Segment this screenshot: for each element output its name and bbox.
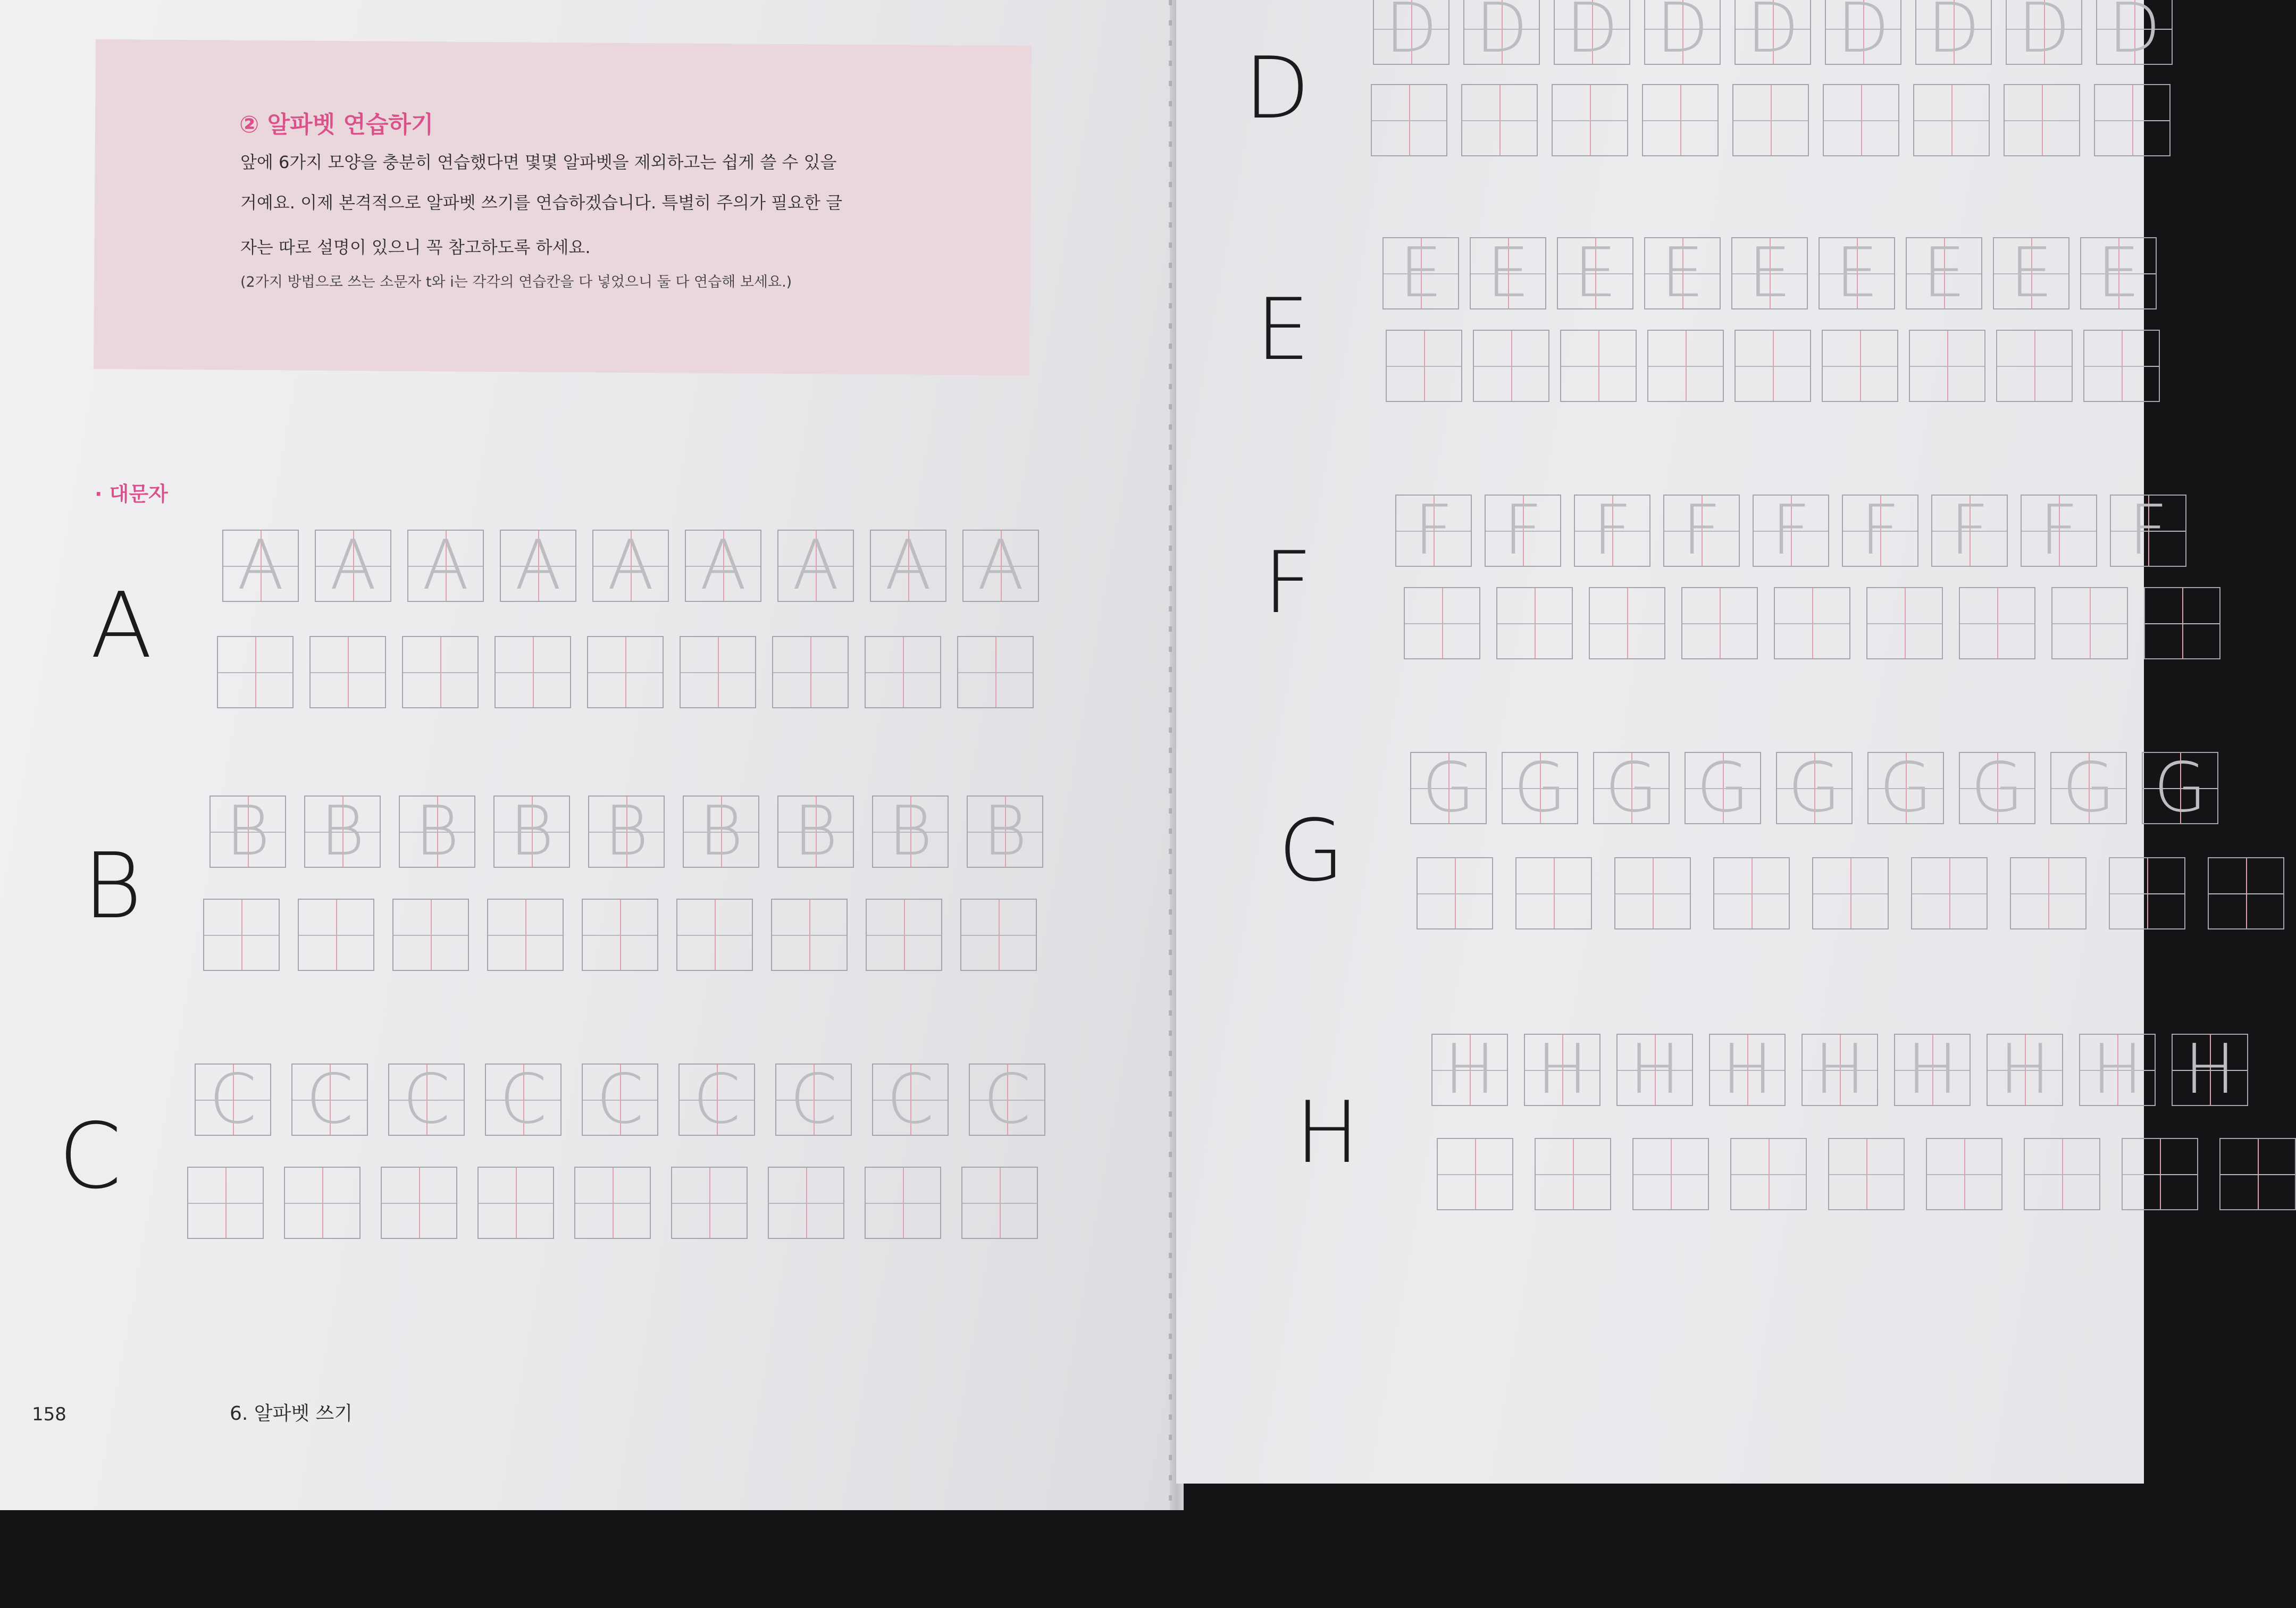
practice-cell xyxy=(309,636,386,708)
trace-cell xyxy=(1801,1030,1878,1109)
big-letter-a: A xyxy=(90,573,153,679)
practice-cell xyxy=(582,899,658,971)
trace-cell xyxy=(2142,748,2218,827)
practice-cell xyxy=(1589,587,1665,659)
practice-cell xyxy=(1647,330,1724,402)
practice-cell xyxy=(298,899,374,971)
trace-cell xyxy=(962,526,1039,605)
big-letter-b: B xyxy=(83,834,143,939)
trace-letter: B xyxy=(225,792,270,871)
practice-cell xyxy=(1461,84,1538,156)
big-letter-d: D xyxy=(1244,38,1310,138)
trace-letter: E xyxy=(2009,233,2053,313)
trace-letter: B xyxy=(699,792,743,871)
trace-letter: G xyxy=(1422,748,1475,827)
practice-cell xyxy=(574,1167,651,1239)
practice-cell xyxy=(487,899,564,971)
trace-letter: G xyxy=(1971,748,2024,827)
practice-cell xyxy=(477,1167,554,1239)
right-page xyxy=(1176,0,2236,1484)
practice-cell xyxy=(1713,857,1790,929)
trace-cell xyxy=(1709,1030,1786,1109)
practice-cell xyxy=(1371,84,1447,156)
trace-letter: H xyxy=(1906,1030,1958,1109)
trace-cell xyxy=(588,792,665,871)
practice-cell xyxy=(865,1167,941,1239)
trace-row-h xyxy=(1431,1030,2248,1109)
practice-cell xyxy=(2094,84,2171,156)
practice-cell xyxy=(2024,1138,2100,1210)
trace-letter: A xyxy=(792,526,839,605)
practice-cell xyxy=(1404,587,1480,659)
practice-cell xyxy=(960,899,1037,971)
practice-cell xyxy=(1734,330,1811,402)
trace-cell xyxy=(683,792,759,871)
trace-cell xyxy=(582,1060,658,1139)
practice-cell xyxy=(392,899,469,971)
trace-letter: A xyxy=(607,526,654,605)
trace-cell xyxy=(777,792,854,871)
trace-cell xyxy=(493,792,570,871)
trace-letter: C xyxy=(886,1060,934,1139)
big-letter-f: F xyxy=(1263,533,1313,632)
trace-cell xyxy=(1685,748,1761,827)
trace-letter: F xyxy=(2129,491,2168,570)
trace-cell xyxy=(1734,0,1811,68)
trace-letter: D xyxy=(2108,0,2161,68)
practice-cell xyxy=(1996,330,2073,402)
practice-cell xyxy=(1828,1138,1905,1210)
trace-letter: B xyxy=(509,792,554,871)
trace-letter: G xyxy=(1696,748,1749,827)
trace-letter: F xyxy=(1771,491,1811,570)
trace-letter: A xyxy=(330,526,376,605)
trace-cell xyxy=(1395,491,1472,570)
trace-letter: F xyxy=(1503,491,1543,570)
practice-cell xyxy=(768,1167,844,1239)
practice-cell xyxy=(1560,330,1637,402)
trace-cell xyxy=(777,526,854,605)
practice-cell xyxy=(2004,84,2080,156)
trace-letter: C xyxy=(790,1060,837,1139)
trace-letter: H xyxy=(1444,1030,1496,1109)
big-letter-c: C xyxy=(58,1104,122,1209)
trace-cell xyxy=(2080,233,2157,313)
trace-letter: H xyxy=(1536,1030,1588,1109)
trace-cell xyxy=(210,792,286,871)
practice-row-d xyxy=(1371,84,2171,156)
trace-letter: G xyxy=(2062,748,2115,827)
trace-cell xyxy=(2096,0,2173,68)
trace-cell xyxy=(1470,233,1546,313)
trace-letter: E xyxy=(1661,233,1704,313)
practice-cell xyxy=(1909,330,1985,402)
trace-letter: B xyxy=(604,792,649,871)
trace-cell xyxy=(291,1060,368,1139)
practice-cell xyxy=(2144,587,2220,659)
trace-cell xyxy=(399,792,475,871)
practice-cell xyxy=(865,636,941,708)
trace-row-a xyxy=(222,526,1039,605)
trace-cell xyxy=(1776,748,1853,827)
trace-letter: G xyxy=(1605,748,1658,827)
trace-letter: C xyxy=(209,1060,257,1139)
trace-cell xyxy=(1867,748,1944,827)
left-page xyxy=(0,0,1176,1510)
trace-letter: H xyxy=(1814,1030,1866,1109)
trace-cell xyxy=(1373,0,1449,68)
trace-letter: H xyxy=(1629,1030,1681,1109)
practice-cell xyxy=(1866,587,1943,659)
trace-cell xyxy=(2172,1030,2248,1109)
trace-cell xyxy=(1524,1030,1601,1109)
trace-cell xyxy=(1410,748,1487,827)
trace-cell xyxy=(1906,233,1982,313)
trace-cell xyxy=(2021,491,2097,570)
practice-cell xyxy=(1632,1138,1709,1210)
trace-letter: D xyxy=(1837,0,1890,68)
trace-cell xyxy=(872,792,949,871)
trace-letter: H xyxy=(1999,1030,2051,1109)
trace-letter: C xyxy=(306,1060,354,1139)
trace-cell xyxy=(2050,748,2127,827)
trace-letter: D xyxy=(1746,0,1799,68)
trace-cell xyxy=(1593,748,1670,827)
chapter-title: 6. 알파벳 쓰기 xyxy=(230,1403,353,1425)
trace-cell xyxy=(304,792,381,871)
trace-cell xyxy=(685,526,761,605)
trace-cell xyxy=(1753,491,1829,570)
trace-letter: F xyxy=(1682,491,1721,570)
practice-cell xyxy=(1812,857,1889,929)
trace-cell xyxy=(1644,233,1721,313)
practice-cell xyxy=(866,899,942,971)
practice-cell xyxy=(381,1167,457,1239)
trace-cell xyxy=(2079,1030,2156,1109)
trace-letter: A xyxy=(515,526,562,605)
big-letter-h: H xyxy=(1295,1083,1360,1182)
trace-cell xyxy=(870,526,946,605)
practice-cell xyxy=(217,636,294,708)
trace-letter: E xyxy=(1835,233,1879,313)
trace-cell xyxy=(1842,491,1918,570)
practice-cell xyxy=(1822,330,1898,402)
trace-cell xyxy=(1382,233,1459,313)
intro-line-3: 자는 따로 설명이 있으니 꼭 참고하도록 하세요. xyxy=(240,237,591,257)
practice-cell xyxy=(1911,857,1988,929)
practice-cell xyxy=(680,636,756,708)
trace-cell xyxy=(1959,748,2035,827)
trace-row-e xyxy=(1382,233,2157,313)
trace-letter: A xyxy=(422,526,469,605)
trace-cell xyxy=(500,526,576,605)
trace-letter: A xyxy=(700,526,747,605)
trace-cell xyxy=(592,526,669,605)
trace-letter: E xyxy=(1922,233,1966,313)
trace-row-g xyxy=(1410,748,2218,827)
practice-cell xyxy=(1823,84,1899,156)
trace-cell xyxy=(1931,491,2008,570)
trace-letter: D xyxy=(1927,0,1980,68)
trace-cell xyxy=(1825,0,1901,68)
trace-cell xyxy=(1819,233,1895,313)
trace-letter: G xyxy=(2153,748,2207,827)
practice-row-h xyxy=(1437,1138,2296,1210)
practice-cell xyxy=(402,636,479,708)
practice-cell xyxy=(1774,587,1850,659)
practice-cell xyxy=(1614,857,1691,929)
trace-letter: G xyxy=(1513,748,1566,827)
trace-letter: E xyxy=(1399,233,1443,313)
practice-cell xyxy=(1437,1138,1513,1210)
practice-cell xyxy=(1515,857,1592,929)
intro-line-2: 거예요. 이제 본격적으로 알파벳 쓰기를 연습하겠습니다. 특별히 주의가 필요한 글 xyxy=(240,192,842,213)
trace-letter: D xyxy=(1565,0,1619,68)
practice-cell xyxy=(676,899,753,971)
trace-cell xyxy=(1485,491,1561,570)
big-letter-e: E xyxy=(1256,280,1310,379)
trace-cell xyxy=(388,1060,465,1139)
trace-letter: C xyxy=(983,1060,1031,1139)
trace-cell xyxy=(1731,233,1808,313)
trace-cell xyxy=(1574,491,1650,570)
practice-cell xyxy=(771,899,848,971)
trace-letter: D xyxy=(1385,0,1438,68)
trace-cell xyxy=(485,1060,562,1139)
trace-cell xyxy=(1993,233,2069,313)
trace-cell xyxy=(1554,0,1630,68)
practice-row-g xyxy=(1417,857,2284,929)
practice-cell xyxy=(284,1167,361,1239)
section-label-uppercase: · 대문자 xyxy=(95,482,168,506)
page-number: 158 xyxy=(32,1404,66,1425)
trace-letter: C xyxy=(499,1060,547,1139)
practice-row-e xyxy=(1386,330,2160,402)
trace-row-c xyxy=(195,1060,1045,1139)
trace-letter: B xyxy=(793,792,838,871)
practice-cell xyxy=(2083,330,2160,402)
practice-row-f xyxy=(1404,587,2220,659)
trace-row-b xyxy=(210,792,1043,871)
trace-cell xyxy=(2110,491,2186,570)
practice-cell xyxy=(203,899,280,971)
practice-cell xyxy=(1386,330,1462,402)
trace-letter: F xyxy=(2039,491,2079,570)
trace-letter: E xyxy=(1486,233,1530,313)
trace-row-f xyxy=(1395,491,2186,570)
practice-cell xyxy=(961,1167,1038,1239)
trace-letter: C xyxy=(693,1060,741,1139)
trace-letter: F xyxy=(1950,491,1989,570)
trace-cell xyxy=(969,1060,1045,1139)
practice-cell xyxy=(2122,1138,2198,1210)
practice-cell xyxy=(1417,857,1493,929)
practice-cell xyxy=(2109,857,2185,929)
binding-stitches xyxy=(1169,0,1172,1510)
practice-cell xyxy=(187,1167,264,1239)
practice-cell xyxy=(1926,1138,2002,1210)
trace-cell xyxy=(1502,748,1578,827)
practice-cell xyxy=(587,636,664,708)
trace-cell xyxy=(195,1060,271,1139)
trace-cell xyxy=(1915,0,1992,68)
trace-letter: C xyxy=(403,1060,450,1139)
practice-cell xyxy=(495,636,571,708)
practice-cell xyxy=(957,636,1034,708)
practice-cell xyxy=(1535,1138,1611,1210)
trace-letter: E xyxy=(1573,233,1617,313)
practice-cell xyxy=(1473,330,1549,402)
practice-cell xyxy=(772,636,849,708)
trace-cell xyxy=(1431,1030,1508,1109)
trace-cell xyxy=(222,526,299,605)
trace-letter: C xyxy=(596,1060,644,1139)
trace-letter: F xyxy=(1861,491,1900,570)
trace-letter: B xyxy=(983,792,1027,871)
trace-letter: D xyxy=(1656,0,1709,68)
practice-cell xyxy=(1552,84,1628,156)
trace-letter: H xyxy=(1721,1030,1773,1109)
trace-letter: B xyxy=(888,792,933,871)
trace-cell xyxy=(872,1060,949,1139)
practice-cell xyxy=(1959,587,2035,659)
trace-cell xyxy=(1894,1030,1971,1109)
trace-cell xyxy=(2006,0,2082,68)
trace-cell xyxy=(407,526,484,605)
trace-cell xyxy=(1644,0,1721,68)
trace-letter: G xyxy=(1788,748,1841,827)
practice-cell xyxy=(2208,857,2284,929)
trace-cell xyxy=(315,526,391,605)
practice-cell xyxy=(1732,84,1809,156)
trace-row-d xyxy=(1373,0,2173,68)
trace-letter: E xyxy=(1748,233,1791,313)
trace-letter: A xyxy=(977,526,1024,605)
practice-cell xyxy=(1730,1138,1807,1210)
big-letter-g: G xyxy=(1278,801,1344,900)
intro-line-1: 앞에 6가지 모양을 충분히 연습했다면 몇몇 알파벳을 제외하고는 쉽게 쓸 수 있을 xyxy=(240,152,837,172)
trace-cell xyxy=(1616,1030,1693,1109)
trace-cell xyxy=(1463,0,1540,68)
trace-letter: H xyxy=(2091,1030,2143,1109)
trace-letter: D xyxy=(1475,0,1528,68)
practice-cell xyxy=(2051,587,2128,659)
trace-letter: B xyxy=(320,792,365,871)
intro-note: (2가지 방법으로 쓰는 소문자 t와 i는 각각의 연습칸을 다 넣었으니 둘 다 연습해 보세요.) xyxy=(240,274,792,290)
practice-cell xyxy=(1642,84,1719,156)
trace-cell xyxy=(775,1060,852,1139)
intro-title: ② 알파벳 연습하기 xyxy=(239,111,434,138)
practice-row-c xyxy=(187,1167,1038,1239)
trace-letter: G xyxy=(1879,748,1932,827)
trace-letter: D xyxy=(2017,0,2071,68)
practice-row-b xyxy=(203,899,1037,971)
trace-cell xyxy=(967,792,1043,871)
practice-cell xyxy=(671,1167,748,1239)
trace-letter: F xyxy=(1414,491,1453,570)
trace-letter: A xyxy=(237,526,284,605)
practice-cell xyxy=(1913,84,1990,156)
practice-cell xyxy=(2010,857,2086,929)
practice-cell xyxy=(2219,1138,2296,1210)
trace-cell xyxy=(1987,1030,2063,1109)
trace-letter: B xyxy=(415,792,459,871)
trace-cell xyxy=(1663,491,1740,570)
practice-row-a xyxy=(217,636,1034,708)
trace-cell xyxy=(1557,233,1633,313)
practice-cell xyxy=(1681,587,1758,659)
trace-letter: F xyxy=(1593,491,1632,570)
trace-letter: A xyxy=(885,526,932,605)
trace-cell xyxy=(678,1060,755,1139)
trace-letter: E xyxy=(2097,233,2140,313)
practice-cell xyxy=(1496,587,1573,659)
trace-letter: H xyxy=(2184,1030,2236,1109)
